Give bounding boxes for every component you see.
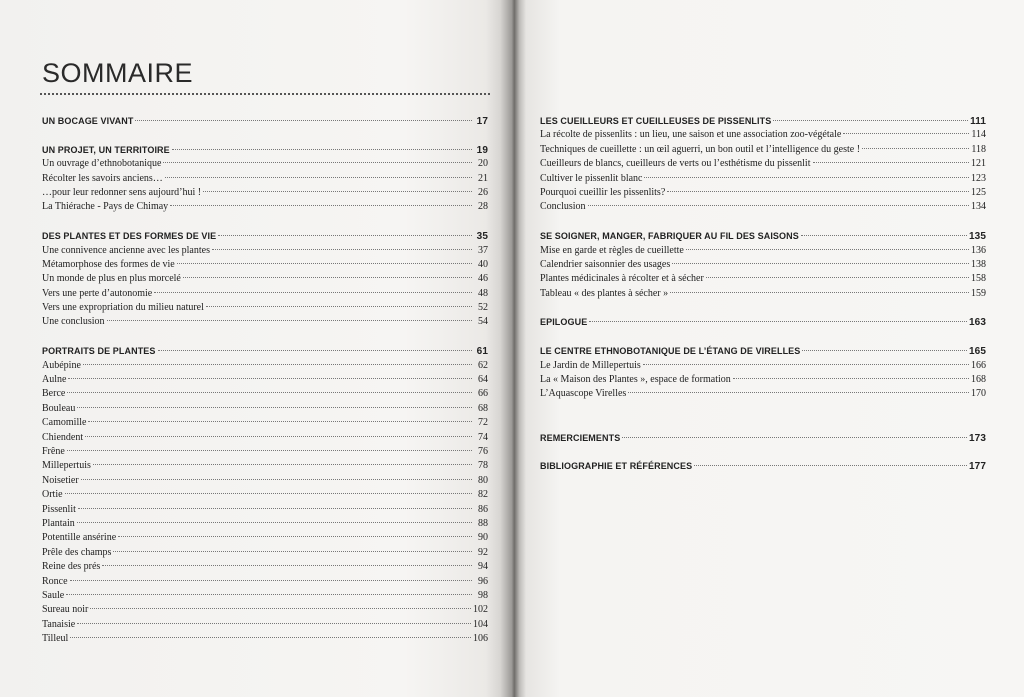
toc-page-number: 104 [473, 618, 488, 630]
dot-leader [183, 277, 472, 278]
toc-entry [42, 172, 488, 186]
toc-page-number: 134 [971, 201, 986, 213]
toc-page-number: 76 [478, 445, 488, 457]
toc-page-number: 90 [478, 532, 488, 544]
toc-entry [540, 128, 986, 142]
toc-entry-label: Ronce [42, 575, 68, 587]
toc-entry-label: Aubépine [42, 359, 81, 371]
toc-page-number: 173 [969, 432, 986, 444]
toc-page-number: 40 [478, 258, 488, 270]
toc-entry-label: Sureau noir [42, 604, 89, 616]
toc-entry [42, 546, 488, 560]
toc-page-number: 106 [473, 633, 488, 645]
toc-entry-label: Plantes médicinales à récolter et à sécher [540, 273, 704, 285]
dot-leader [733, 378, 969, 379]
dot-leader [77, 522, 472, 523]
toc-entry-label: Saule [42, 589, 65, 601]
dot-leader [694, 465, 967, 466]
toc-entry-label: Reine des prés [42, 561, 101, 573]
dot-leader [667, 191, 969, 192]
toc-entry-label: Chiendent [42, 431, 84, 443]
toc-entry-label: Plantain [42, 517, 75, 529]
toc-page-number: 80 [478, 474, 488, 486]
toc-page-number: 165 [969, 346, 986, 358]
toc-page-number: 125 [971, 186, 986, 198]
toc-page-number: 48 [478, 287, 488, 299]
toc-section-heading [540, 229, 986, 243]
toc-page-number: 159 [971, 287, 986, 299]
toc-entry-label: REMERCIEMENTS [540, 432, 621, 443]
toc-entry-label: Une conclusion [42, 316, 105, 328]
toc-entry-label: Récolter les savoirs anciens… [42, 172, 163, 184]
toc-entry [42, 474, 488, 488]
toc-entry [540, 373, 986, 387]
dot-leader [773, 120, 968, 121]
toc-page-number: 66 [478, 388, 488, 400]
toc-page-number: 74 [478, 431, 488, 443]
dot-leader [589, 321, 967, 322]
toc-entry-label: DES PLANTES ET DES FORMES DE VIE [42, 231, 217, 242]
toc-entry-label: La récolte de pissenlits : un lieu, une saison et une association zoo-végétale [540, 129, 842, 141]
toc-page-number: 21 [478, 172, 488, 184]
toc-entry-label: PORTRAITS DE PLANTES [42, 346, 156, 357]
toc-entry [42, 632, 488, 646]
dot-leader [206, 306, 472, 307]
toc-page-number: 118 [971, 143, 986, 155]
toc-page-number: 82 [478, 489, 488, 501]
toc-page-number: 88 [478, 517, 488, 529]
dot-leader [686, 249, 969, 250]
toc-entry [42, 157, 488, 171]
toc-entry-label: Métamorphose des formes de vie [42, 258, 175, 270]
toc-page-number: 163 [969, 317, 986, 329]
toc-entry-label: Bouleau [42, 402, 76, 414]
toc-entry [42, 431, 488, 445]
dot-leader [843, 133, 969, 134]
toc-entry-label: L’Aquascope Virelles [540, 388, 627, 400]
dot-leader [218, 235, 472, 236]
toc-entry-label: Aulne [42, 374, 67, 386]
toc-section-heading [42, 229, 488, 243]
dot-leader [78, 508, 472, 509]
dot-leader [118, 536, 472, 537]
toc-entry [42, 244, 488, 258]
toc-page-number: 168 [971, 374, 986, 386]
toc-section-heading [42, 143, 488, 157]
dot-leader [163, 162, 472, 163]
toc-entry [42, 200, 488, 214]
toc-page-number: 20 [478, 158, 488, 170]
toc-page-number: 98 [478, 589, 488, 601]
dot-leader [66, 594, 472, 595]
toc-entry-label: Calendrier saisonnier des usages [540, 258, 671, 270]
toc-entry [42, 287, 488, 301]
toc-entry-label: Berce [42, 388, 66, 400]
toc-entry-label: UN PROJET, UN TERRITOIRE [42, 144, 170, 155]
toc-entry [42, 503, 488, 517]
toc-section-heading [540, 431, 986, 445]
toc-page-number: 170 [971, 388, 986, 400]
toc-page-number: 177 [969, 461, 986, 473]
dot-leader [77, 407, 472, 408]
dot-leader [862, 148, 969, 149]
toc-entry [42, 575, 488, 589]
dot-leader [81, 479, 472, 480]
toc-page-number: 68 [478, 402, 488, 414]
toc-entry [42, 272, 488, 286]
toc-entry-label: Ortie [42, 489, 63, 501]
title-dotted-rule [40, 93, 490, 95]
toc-page-number: 102 [473, 604, 488, 616]
toc-page-number: 78 [478, 460, 488, 472]
dot-leader [813, 162, 970, 163]
toc-section-heading [42, 114, 488, 128]
dot-leader [588, 205, 969, 206]
toc-page-number: 28 [478, 201, 488, 213]
toc-entry-label: Potentille ansérine [42, 532, 117, 544]
dot-leader [170, 205, 472, 206]
toc-entry [42, 603, 488, 617]
toc-entry [42, 589, 488, 603]
toc-entry [540, 287, 986, 301]
dot-leader [102, 565, 472, 566]
toc-page-number: 35 [476, 231, 488, 243]
dot-leader [165, 177, 472, 178]
toc-entry-label: Pissenlit [42, 503, 76, 515]
toc-entry [42, 315, 488, 329]
dot-leader [802, 350, 967, 351]
toc-section-heading [540, 459, 986, 473]
toc-entry-label: La Thiérache - Pays de Chimay [42, 201, 169, 213]
dot-leader [85, 436, 472, 437]
toc-entry-label: Tilleul [42, 633, 69, 645]
toc-entry [42, 359, 488, 373]
toc-entry-label: La « Maison des Plantes », espace de formation [540, 374, 731, 386]
toc-page-number: 46 [478, 273, 488, 285]
dot-leader [88, 421, 472, 422]
toc-page-number: 26 [478, 186, 488, 198]
dot-leader [154, 292, 472, 293]
toc-entry-label: Vers une expropriation du milieu naturel [42, 302, 204, 314]
toc-entry [540, 272, 986, 286]
left-page [0, 0, 506, 697]
toc-page-number: 54 [478, 316, 488, 328]
dot-leader [77, 623, 471, 624]
toc-entry-label: Cultiver le pissenlit blanc [540, 172, 643, 184]
toc-entry-label: Cueilleurs de blancs, cueilleurs de verts ou l’esthétisme du pissenlit [540, 158, 811, 170]
dot-leader [70, 580, 472, 581]
toc-entry [540, 359, 986, 373]
toc-entry-label: Millepertuis [42, 460, 91, 472]
dot-leader [622, 437, 967, 438]
toc-entry [540, 157, 986, 171]
toc-left-column [42, 114, 488, 646]
toc-entry-label: Pourquoi cueillir les pissenlits? [540, 186, 666, 198]
toc-page-number: 121 [971, 158, 986, 170]
toc-page-number: 52 [478, 302, 488, 314]
toc-page-number: 138 [971, 258, 986, 270]
book-gutter [500, 0, 526, 697]
toc-page-number: 96 [478, 575, 488, 587]
toc-page-number: 158 [971, 273, 986, 285]
toc-entry-label: Conclusion [540, 201, 586, 213]
toc-page-number: 64 [478, 374, 488, 386]
toc-section-heading [540, 344, 986, 358]
dot-leader [70, 637, 471, 638]
toc-page-number: 123 [971, 172, 986, 184]
toc-entry [42, 387, 488, 401]
toc-entry [42, 531, 488, 545]
toc-entry-label: Camomille [42, 417, 87, 429]
dot-leader [172, 149, 472, 150]
toc-entry [42, 517, 488, 531]
toc-page-number: 61 [476, 346, 488, 358]
toc-entry [42, 402, 488, 416]
toc-entry-label: LE CENTRE ETHNOBOTANIQUE DE L’ÉTANG DE VIRELLES [540, 346, 801, 357]
toc-entry-label: BIBLIOGRAPHIE ET RÉFÉRENCES [540, 461, 693, 472]
toc-page-number: 136 [971, 244, 986, 256]
toc-page-number: 37 [478, 244, 488, 256]
dot-leader [628, 392, 969, 393]
toc-entry-label: Le Jardin de Millepertuis [540, 359, 641, 371]
toc-entry [540, 186, 986, 200]
toc-section-heading [540, 114, 986, 128]
toc-page-number: 135 [969, 231, 986, 243]
toc-entry [540, 143, 986, 157]
toc-entry [42, 186, 488, 200]
toc-entry [42, 373, 488, 387]
toc-entry [540, 172, 986, 186]
toc-entry-label: Noisetier [42, 474, 79, 486]
toc-page-number: 62 [478, 359, 488, 371]
toc-section-heading [42, 344, 488, 358]
toc-right-column [540, 114, 986, 474]
dot-leader [644, 177, 969, 178]
toc-page-number: 86 [478, 503, 488, 515]
toc-entry [540, 258, 986, 272]
dot-leader [135, 120, 472, 121]
toc-entry-label: Tanaisie [42, 618, 76, 630]
toc-entry-label: Frêne [42, 445, 65, 457]
dot-leader [113, 551, 472, 552]
toc-entry [540, 244, 986, 258]
toc-entry-label: Mise en garde et règles de cueillette [540, 244, 684, 256]
dot-leader [177, 263, 472, 264]
toc-entry [42, 416, 488, 430]
toc-entry [42, 459, 488, 473]
dot-leader [706, 277, 969, 278]
toc-entry-label: Prêle des champs [42, 546, 112, 558]
dot-leader [93, 464, 472, 465]
toc-entry [540, 387, 986, 401]
toc-entry [42, 445, 488, 459]
toc-entry-label: SE SOIGNER, MANGER, FABRIQUER AU FIL DES SAISONS [540, 231, 799, 242]
toc-entry [540, 200, 986, 214]
dot-leader [670, 292, 969, 293]
dot-leader [801, 235, 967, 236]
dot-leader [203, 191, 472, 192]
toc-page-number: 114 [971, 129, 986, 141]
dot-leader [212, 249, 472, 250]
dot-leader [158, 350, 472, 351]
toc-entry [42, 618, 488, 632]
dot-leader [67, 450, 472, 451]
toc-entry [42, 488, 488, 502]
toc-entry-label: …pour leur redonner sens aujourd’hui ! [42, 186, 202, 198]
toc-page-number: 92 [478, 546, 488, 558]
toc-page-number: 19 [476, 144, 488, 156]
page-title: SOMMAIRE [42, 58, 194, 88]
dot-leader [68, 378, 472, 379]
toc-entry-label: Une connivence ancienne avec les plantes [42, 244, 210, 256]
toc-page-number: 166 [971, 359, 986, 371]
dot-leader [107, 320, 473, 321]
toc-entry-label: Un monde de plus en plus morcelé [42, 273, 181, 285]
toc-entry-label: Techniques de cueillette : un œil aguerri, un bon outil et l’intelligence du geste ! [540, 143, 861, 155]
toc-entry-label: EPILOGUE [540, 317, 588, 328]
toc-entry-label: Vers une perte d’autonomie [42, 287, 153, 299]
dot-leader [672, 263, 969, 264]
toc-section-heading [540, 315, 986, 329]
toc-entry-label: LES CUEILLEURS ET CUEILLEUSES DE PISSENLITS [540, 116, 772, 126]
dot-leader [83, 364, 472, 365]
toc-entry-label: Un ouvrage d’ethnobotanique [42, 158, 162, 170]
toc-page-number: 111 [970, 116, 986, 127]
toc-entry-label: UN BOCAGE VIVANT [42, 116, 134, 126]
dot-leader [65, 493, 472, 494]
dot-leader [90, 608, 471, 609]
toc-entry [42, 301, 488, 315]
toc-entry [42, 258, 488, 272]
dot-leader [643, 364, 969, 365]
toc-entry-label: Tableau « des plantes à sécher » [540, 287, 669, 299]
dot-leader [67, 392, 472, 393]
toc-page-number: 17 [476, 116, 488, 127]
toc-page-number: 72 [478, 417, 488, 429]
toc-page-number: 94 [478, 561, 488, 573]
toc-entry [42, 560, 488, 574]
